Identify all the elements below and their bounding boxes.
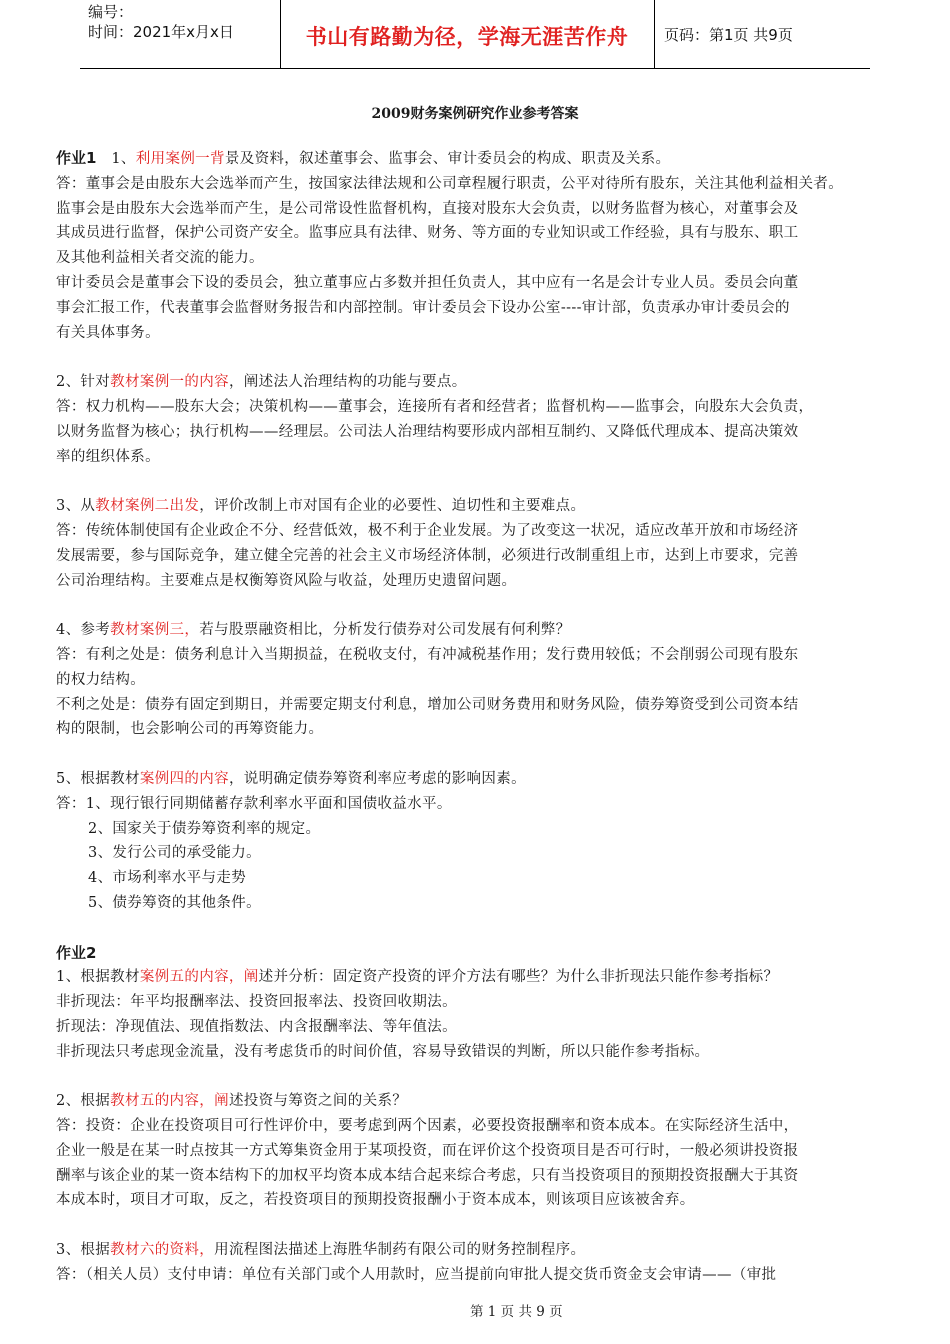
answer-block [56,990,902,1064]
header-motto: 书山有路勤为径，学海无涯苦作舟 [305,25,629,49]
answer-line: 发展需要，参与国际竞争，建立健全完善的社会主义市场经济体制，必须进行改制重组上市，达到上市要求，完善 [56,547,799,564]
question: 作业1 1、利用案例一背景及资料，叙述董事会、监事会、审计委员会的构成、职责及关系。 [56,149,671,167]
page-header [80,0,870,69]
question: 5、根据教材案例四的内容，说明确定债券筹资利率应考虑的影响因素。 [56,770,526,787]
question: 4、参考教材案例三，若与股票融资相比，分析发行债券对公司发展有何利弊？ [56,622,571,639]
case-reference: 教材五的内容，阐 [110,1093,229,1110]
answer-line: 酬率与该企业的某一资本结构下的加权平均资本成本结合起来综合考虑，只有当投资项目的预期投资报酬大于其资 [56,1167,799,1184]
case-reference: 案例五的内容，阐 [139,969,259,986]
answer-line: 答：传统体制使国有企业政企不分、经营低效，极不利于企业发展。为了改变这一状况，适应改革开放和市场经济 [56,522,799,539]
answer-line: 答：有利之处是：债务利息计入当期损益，在税收支付，有冲减税基作用；发行费用较低；不会削弱公司现有股东 [56,646,799,663]
answer-line: 5、债券筹资的其他条件。 [88,894,261,911]
answer-line: 率的组织体系。 [56,448,160,465]
question: 3、从教材案例二出发，评价改制上市对国有企业的必要性、迫切性和主要难点。 [56,498,586,515]
answer-line: 非折现法：年平均报酬率法、投资回报率法、投资回收期法。 [56,994,457,1011]
case-reference: 案例四的内容 [139,770,229,787]
case-reference: 教材案例三， [110,622,200,639]
answer-block [56,1263,902,1288]
question: 1、根据教材案例五的内容，阐述并分析：固定资产投资的评介方法有哪些？为什么非折现法只能作参考指标？ [56,969,779,986]
answer-line: 及其他利益相关者交流的能力。 [56,250,264,267]
answer-line: 答：权力机构——股东大会；决策机构——董事会，连接所有者和经营者；监督机构——监事会，向股东大会负责， [56,398,814,415]
case-reference: 教材案例二出发 [95,498,200,515]
answer-block [56,1114,902,1213]
answer-line: 的权力结构。 [56,671,146,688]
answer-line: 答：（相关人员）支付申请：单位有关部门或个人用款时，应当提前向审批人提交货币资金支会审请——（审批 [56,1266,777,1283]
answer-line: 不利之处是：债券有固定到期日，并需要定期支付利息，增加公司财务费用和财务风险，债券筹资受到公司资本结 [56,696,799,713]
answer-line: 其成员进行监督，保护公司资产安全。监事应具有法律、财务、等方面的专业知识或工作经验，具有与股东、职工 [56,225,799,242]
answer-line: 答：董事会是由股东大会选举而产生，按国家法律法规和公司章程履行职责，公平对待所有股东，关注其他利益相关者。 [56,175,844,192]
header-divider [654,0,655,68]
document-body [56,146,902,1288]
answer-line: 企业一般是在某一时点按其一方式筹集资金用于某项投资，而在评价这个投资项目是否可行时，一般必须讲投资报 [56,1142,799,1159]
header-meta [88,2,234,42]
question: 3、根据教材六的资料，用流程图法描述上海胜华制药有限公司的财务控制程序。 [56,1242,586,1259]
answer-line: 答：投资：企业在投资项目可行性评价中，要考虑到两个因素，必要投资报酬率和资本成本。在实际经济生活中， [56,1118,799,1135]
number-label: 编号： [88,3,134,21]
question: 2、根据教材五的内容，阐述投资与筹资之间的关系？ [56,1093,408,1110]
answer-line: 答：1、现行银行同期储蓄存款利率水平面和国债收益水平。 [56,795,452,812]
answer-line: 3、发行公司的承受能力。 [88,845,261,862]
answer-line: 审计委员会是董事会下设的委员会，独立董事应占多数并担任负责人，其中应有一名是会计专业人员。委员会向董 [56,274,799,291]
answer-line: 事会汇报工作，代表董事会监督财务报告和内部控制。审计委员会下设办公室----审计部，负责承办审计委员会的 [56,299,790,316]
case-reference: 利用案例一背 [135,151,225,167]
answer-line: 有关具体事务。 [56,324,160,341]
answer-line: 2、国家关于债券筹资利率的规定。 [88,820,321,837]
time-label: 时间：2021年x月x日 [88,23,234,41]
answer-line: 本成本时，项目才可取，反之，若投资项目的预期投资报酬小于资本成本，则该项目应该被舍弃。 [56,1192,695,1209]
answer-block [56,643,902,742]
answer-line: 折现法：净现值法、现值指数法、内含报酬率法、等年值法。 [56,1018,457,1035]
document-title: 2009财务案例研究作业参考答案 [371,106,579,122]
answer-line: 监事会是由股东大会选举而产生，是公司常设性监督机构，直接对股东大会负责，以财务监督为核心，对董事会及 [56,200,799,217]
answer-block [56,519,902,593]
answer-list [56,817,902,916]
answer-line: 以财务监督为核心；执行机构——经理层。公司法人治理结构要形成内部相互制约、又降低代理成本、提高决策效 [56,423,799,440]
answer-line: 构的限制，也会影响公司的再筹资能力。 [56,721,324,738]
answer-line: 非折现法只考虑现金流量，没有考虑货币的时间价值，容易导致错误的判断，所以只能作参考指标。 [56,1043,710,1060]
page-footer: 第 1 页 共 9 页 [470,1304,563,1320]
answer-block [56,395,902,469]
answer-block [56,172,902,346]
homework-heading: 作业2 [56,943,97,962]
homework-heading: 作业1 [56,149,97,167]
case-reference: 教材六的资料， [110,1242,215,1259]
header-page-info: 页码：第1页 共9页 [664,26,793,44]
case-reference: 教材案例一的内容 [110,374,229,391]
question: 2、针对教材案例一的内容，阐述法人治理结构的功能与要点。 [56,374,467,391]
answer-line: 公司治理结构。主要难点是权衡筹资风险与收益，处理历史遗留问题。 [56,572,517,589]
answer-line: 4、市场利率水平与走势 [88,870,247,887]
